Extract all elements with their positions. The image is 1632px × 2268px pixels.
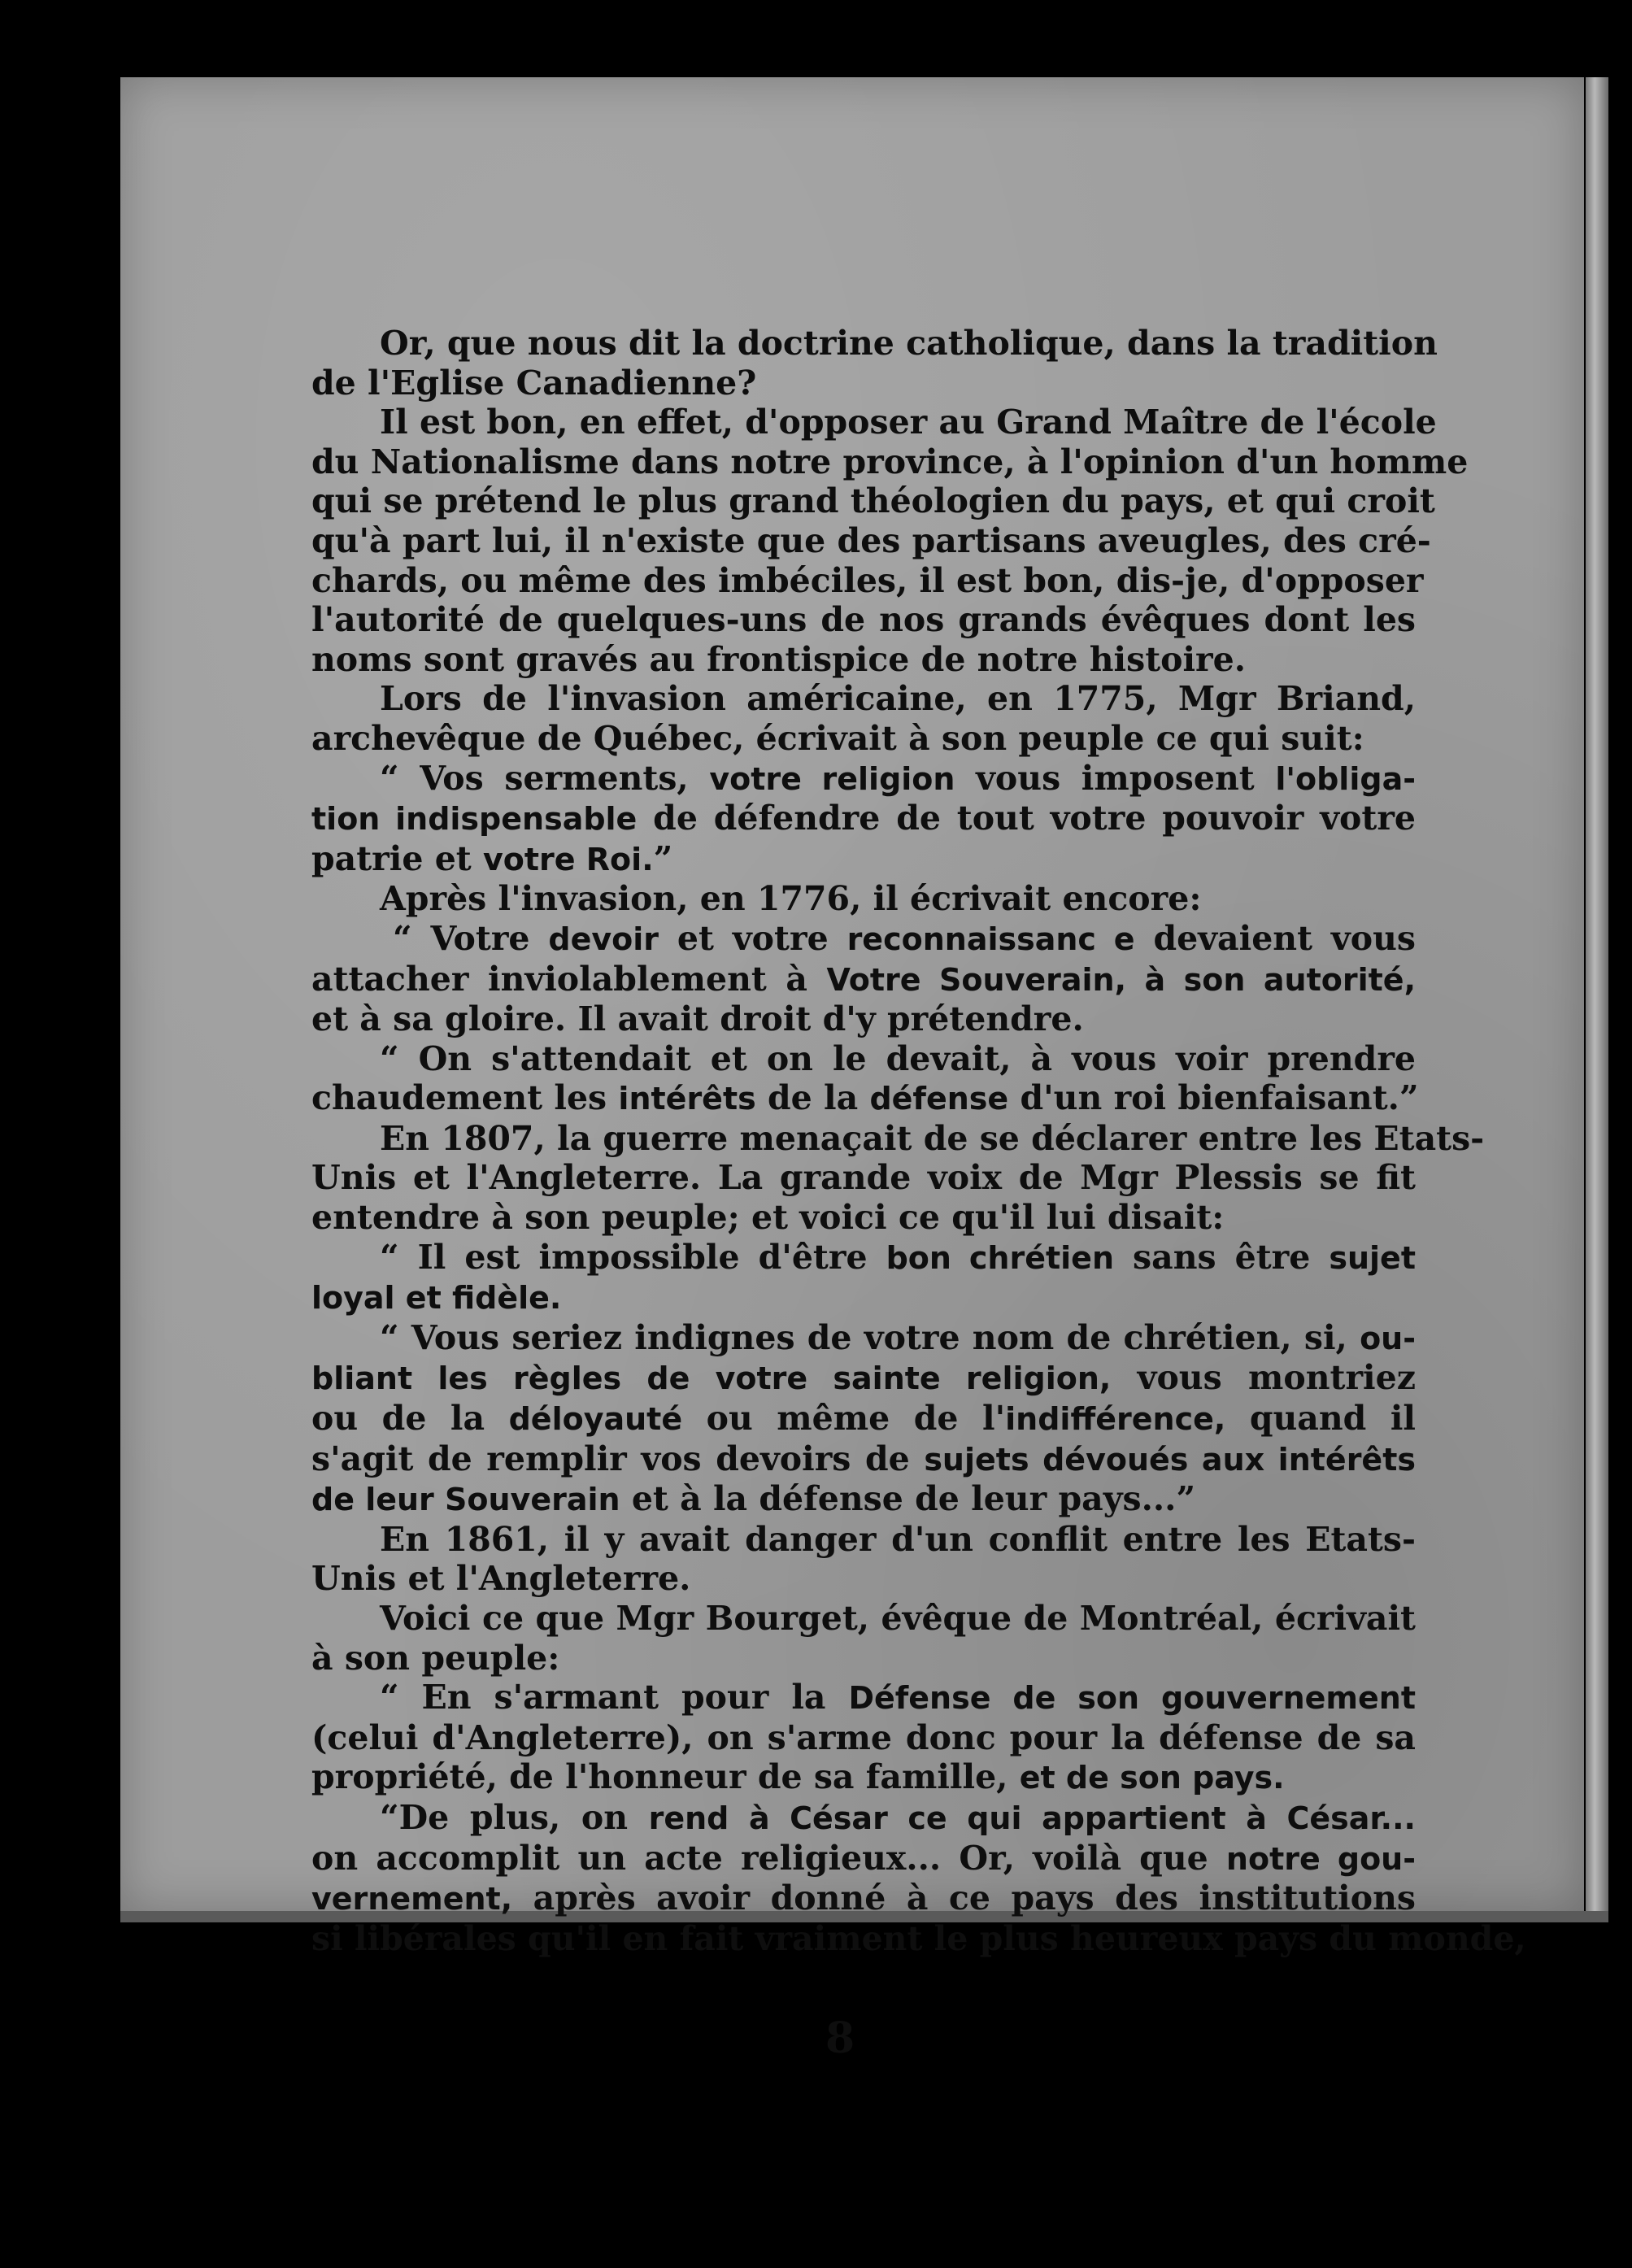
text-line: noms sont gravés au frontispice de notre histoire. [311, 639, 1247, 679]
text-line: “ En s'armant pour la Défense de son gouvernement [380, 1678, 1417, 1717]
emphasis: de leur Souverain [311, 1482, 620, 1518]
emphasis: votre religion [709, 760, 955, 797]
text-line: patrie et votre Roi.” [311, 838, 673, 878]
text-line: Lors de l'invasion américaine, en 1775, Mgr Briand, [380, 679, 1416, 719]
text-line: chaudement les intérêts de la défense d'un roi bienfaisant.” [311, 1078, 1419, 1118]
emphasis: Votre Souverain, à son autorité, [826, 961, 1417, 998]
text-line: propriété, de l'honneur de sa famille, et de son pays. [311, 1757, 1285, 1797]
text-line [311, 1278, 1416, 1318]
emphasis: Défense de son gouvernement [848, 1680, 1417, 1717]
text-line: si libérales qu'il en fait vraiment le plus heureux pays du monde, [311, 1918, 1526, 1958]
text-line: “ Vous seriez indignes de votre nom de chrétien, si, ou- [380, 1317, 1416, 1357]
text-line: attacher inviolablement à Votre Souverain, à son autorité, [311, 959, 1417, 999]
text-line: s'agit de remplir vos devoirs de sujets dévoués aux intérêts [311, 1439, 1416, 1478]
text-line: (celui d'Angleterre), on s'arme donc pour la défense de sa [311, 1717, 1416, 1757]
text-line: En 1861, il y avait danger d'un conflit entre les Etats- [380, 1519, 1416, 1559]
text-line: Il est bon, en effet, d'opposer au Grand Maître de l'école [380, 403, 1437, 442]
emphasis: rend à César ce qui appartient à César... [648, 1800, 1416, 1836]
text-line: de leur Souverain et à la défense de leur pays...” [311, 1479, 1196, 1519]
emphasis: l'obliga- [1275, 760, 1416, 797]
text-line: archevêque de Québec, écrivait à son peuple ce qui suit: [311, 718, 1364, 758]
emphasis: notre gou- [1225, 1840, 1417, 1877]
emphasis: reconnaissanc e [846, 921, 1135, 957]
text-line: “ Il est impossible d'être bon chrétien sans être sujet [380, 1237, 1416, 1277]
text-line: Or, que nous dit la doctrine catholique, dans la tradition [380, 324, 1438, 363]
emphasis: vernement, [311, 1881, 513, 1918]
body-text [311, 324, 1526, 1958]
text-line: vernement, après avoir donné à ce pays des institutions [311, 1878, 1416, 1918]
emphasis: bon chrétien [886, 1239, 1115, 1276]
text-line: l'autorité de quelques-uns de nos grands évêques dont les [311, 600, 1416, 640]
emphasis: ou- [1360, 1320, 1416, 1356]
emphasis: devoir [548, 921, 659, 957]
text-line: de l'Eglise Canadienne? [311, 363, 757, 403]
text-line: chards, ou même des imbéciles, il est bon, dis-je, d'opposer [311, 560, 1424, 600]
text-line: bliant les règles de votre sainte religion, vous montriez [311, 1358, 1416, 1398]
page-number: 8 [825, 2013, 855, 2063]
emphasis: et de son pays. [1019, 1760, 1285, 1796]
text-line: ou de la déloyauté ou même de l'indifférence, quand il [311, 1399, 1417, 1439]
text-line: Unis et l'Angleterre. La grande voix de Mgr Plessis se fit [311, 1158, 1416, 1198]
text-line: et à sa gloire. Il avait droit d'y prétendre. [311, 999, 1084, 1039]
book-spine-edge [1586, 77, 1608, 1915]
text-line: du Nationalisme dans notre province, à l'opinion d'un homme [311, 442, 1469, 481]
text-line: Unis et l'Angleterre. [311, 1559, 691, 1599]
emphasis: bliant les règles de votre sainte religion, [311, 1360, 1112, 1397]
text-line: entendre à son peuple; et voici ce qu'il lui disait: [311, 1198, 1225, 1238]
emphasis: sujet [1329, 1239, 1416, 1276]
emphasis: indifférence, [1005, 1401, 1226, 1438]
emphasis: déloyauté [508, 1401, 683, 1438]
text-line: En 1807, la guerre menaçait de se déclarer entre les Etats- [380, 1118, 1485, 1158]
emphasis: défense [869, 1081, 1009, 1117]
text-line: “ Votre devoir et votre reconnaissanc e devaient vous [393, 918, 1416, 958]
emphasis: sujets dévoués aux intérêts [924, 1441, 1416, 1478]
text-line: qui se prétend le plus grand théologien du pays, et qui croit [311, 481, 1435, 521]
emphasis: loyal et fidèle. [311, 1280, 562, 1317]
text-line: tion indispensable de défendre de tout votre pouvoir votre [311, 799, 1417, 838]
text-line: “ On s'attendait et on le devait, à vous voir prendre [380, 1038, 1416, 1078]
text-line: Après l'invasion, en 1776, il écrivait encore: [380, 879, 1202, 919]
emphasis: votre Roi. [483, 841, 654, 877]
text-line: on accomplit un acte religieux... Or, voilà que notre gou- [311, 1838, 1417, 1878]
emphasis: intérêts [618, 1081, 756, 1117]
text-line: “ Vos serments, votre religion vous imposent l'obliga- [380, 758, 1416, 798]
text-line: à son peuple: [311, 1638, 560, 1678]
emphasis: tion indispensable [311, 801, 638, 838]
text-line: “De plus, on rend à César ce qui appartient à César... [380, 1797, 1416, 1837]
text-line: qu'à part lui, il n'existe que des partisans aveugles, des cré- [311, 520, 1431, 560]
text-line: Voici ce que Mgr Bourget, évêque de Montréal, écrivait [380, 1599, 1416, 1638]
